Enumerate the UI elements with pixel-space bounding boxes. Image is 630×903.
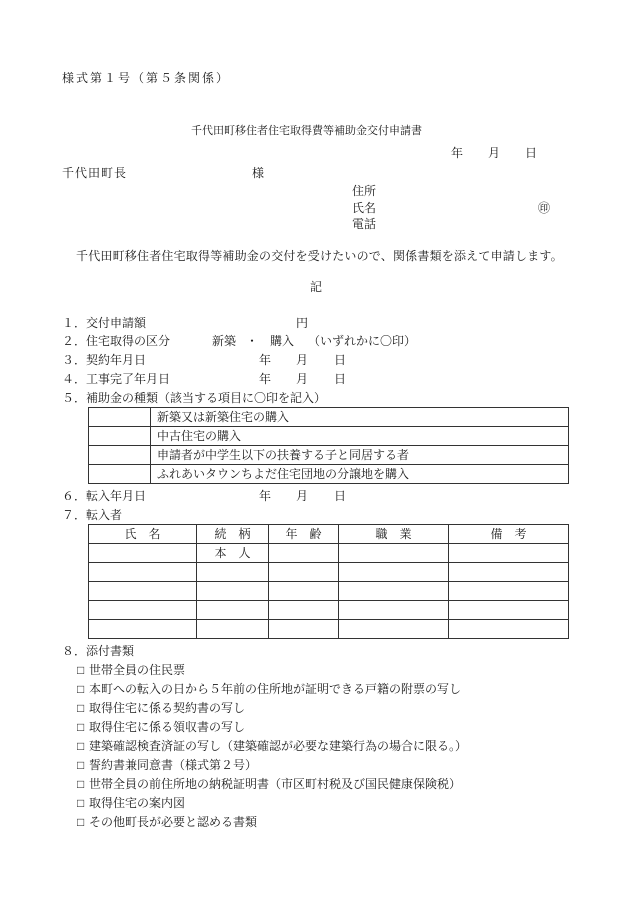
transferee-name-cell <box>89 563 197 582</box>
item-number: ７． <box>62 508 87 522</box>
checkbox-icon: □ <box>77 796 85 810</box>
subsidy-type-label: 新築又は新築住宅の購入 <box>151 408 569 427</box>
transferee-remarks-cell <box>449 601 569 620</box>
attachment-item <box>77 777 461 791</box>
attachment-item <box>77 682 461 696</box>
subsidy-mark-cell <box>89 408 151 427</box>
addressee-name: 千代田町長 <box>62 166 128 180</box>
move-in-year-label: 年 <box>259 489 272 503</box>
item-label: 補助金の種類（該当する項目に〇印を記入） <box>86 391 327 405</box>
checkbox-icon: □ <box>77 739 85 753</box>
attachment-item <box>77 701 245 715</box>
item-label: 工事完了年月日 <box>86 372 171 386</box>
item-number: １． <box>62 316 87 330</box>
transferee-row <box>89 563 569 582</box>
applicant-phone-label: 電話 <box>352 217 377 231</box>
contract-day-label: 日 <box>334 353 347 367</box>
item-label: 契約年月日 <box>86 353 147 367</box>
item-label: 転入年月日 <box>86 489 147 503</box>
transferee-name-cell <box>89 544 197 563</box>
transferee-occupation-cell <box>339 620 449 639</box>
checkbox-icon: □ <box>77 758 85 772</box>
attachment-label: 建築確認検査済証の写し（建築確認が必要な建築行為の場合に限る。） <box>89 739 468 753</box>
subsidy-type-label: ふれあいタウンちよだ住宅団地の分譲地を購入 <box>151 465 569 484</box>
subsidy-type-label: 申請者が中学生以下の扶養する子と同居する者 <box>151 446 569 465</box>
transferee-remarks-cell <box>449 582 569 601</box>
transferee-name-cell <box>89 601 197 620</box>
column-header-relationship: 続 柄 <box>197 525 269 544</box>
transferee-age-cell <box>269 582 339 601</box>
item-number: ３． <box>62 353 87 367</box>
form-title: 千代田町移住者住宅取得費等補助金交付申請書 <box>191 125 422 137</box>
transferee-relationship-cell <box>197 563 269 582</box>
option-separator: ・ <box>246 334 259 348</box>
checkbox-icon: □ <box>77 815 85 829</box>
column-header-occupation: 職 業 <box>339 525 449 544</box>
transferee-row <box>89 582 569 601</box>
transferee-row <box>89 620 569 639</box>
transferee-row <box>89 601 569 620</box>
subsidy-type-row <box>89 427 569 446</box>
transferee-relationship-cell: 本 人 <box>197 544 269 563</box>
subsidy-type-row <box>89 465 569 484</box>
subsidy-type-label: 中古住宅の購入 <box>151 427 569 446</box>
item-move-in-date <box>62 489 146 503</box>
item-number: ８． <box>62 644 87 658</box>
attachment-label: 本町への転入の日から５年前の住所地が証明できる戸籍の附票の写し <box>89 682 462 696</box>
application-statement: 千代田町移住者住宅取得等補助金の交付を受けたいので、関係書類を添えて申請します。 <box>76 249 563 263</box>
checkbox-icon: □ <box>77 682 85 696</box>
item-attachments <box>62 644 134 658</box>
option-note: （いずれかに〇印） <box>308 334 417 348</box>
attachment-label: 取得住宅に係る領収書の写し <box>89 720 246 734</box>
subsidy-mark-cell <box>89 427 151 446</box>
column-header-age: 年 齢 <box>269 525 339 544</box>
transferee-header-row <box>89 525 569 544</box>
attachment-label: 取得住宅の案内図 <box>89 796 186 810</box>
item-number: ６． <box>62 489 87 503</box>
item-number: ５． <box>62 391 87 405</box>
transferee-relationship-cell <box>197 582 269 601</box>
option-new-build: 新築 <box>212 334 237 348</box>
addressee-honorific: 様 <box>252 166 265 180</box>
form-number: 様式第１号（第５条関係） <box>62 71 231 85</box>
transferee-occupation-cell <box>339 601 449 620</box>
checkbox-icon: □ <box>77 777 85 791</box>
attachment-label: 誓約書兼同意書（様式第２号） <box>89 758 258 772</box>
transferee-age-cell <box>269 563 339 582</box>
item-number: ２． <box>62 334 87 348</box>
seal-icon: ㊞ <box>538 201 551 215</box>
subsidy-type-row <box>89 446 569 465</box>
column-header-remarks: 備 考 <box>449 525 569 544</box>
checkbox-icon: □ <box>77 663 85 677</box>
attachment-label: 世帯全員の住民票 <box>89 663 186 677</box>
item-label: 転入者 <box>86 508 123 522</box>
transferee-age-cell <box>269 620 339 639</box>
transferee-remarks-cell <box>449 563 569 582</box>
subsidy-type-row <box>89 408 569 427</box>
move-in-month-label: 月 <box>296 489 309 503</box>
option-purchase: 購入 <box>270 334 295 348</box>
transferee-occupation-cell <box>339 582 449 601</box>
completion-day-label: 日 <box>334 372 347 386</box>
attachment-item <box>77 796 185 810</box>
contract-year-label: 年 <box>259 353 272 367</box>
checkbox-icon: □ <box>77 720 85 734</box>
attachment-label: 取得住宅に係る契約書の写し <box>89 701 246 715</box>
move-in-day-label: 日 <box>334 489 347 503</box>
date-day-label: 日 <box>525 146 538 160</box>
attachment-item <box>77 720 245 734</box>
transferee-occupation-cell <box>339 544 449 563</box>
yen-unit-label: 円 <box>296 316 309 330</box>
date-year-label: 年 <box>451 146 464 160</box>
ki-heading: 記 <box>310 280 323 294</box>
applicant-address-label: 住所 <box>352 184 377 198</box>
subsidy-mark-cell <box>89 446 151 465</box>
transferee-remarks-cell <box>449 544 569 563</box>
transferee-age-cell <box>269 544 339 563</box>
item-label: 交付申請額 <box>86 316 147 330</box>
transferee-relationship-cell <box>197 601 269 620</box>
item-label: 添付書類 <box>86 644 135 658</box>
checkbox-icon: □ <box>77 701 85 715</box>
item-completion-date <box>62 372 170 386</box>
item-label: 住宅取得の区分 <box>86 334 171 348</box>
attachment-label: その他町長が必要と認める書類 <box>89 815 258 829</box>
applicant-name-label: 氏名 <box>352 201 377 215</box>
column-header-name: 氏 名 <box>89 525 197 544</box>
transferee-relationship-cell <box>197 620 269 639</box>
date-month-label: 月 <box>488 146 501 160</box>
transferee-row <box>89 544 569 563</box>
subsidy-mark-cell <box>89 465 151 484</box>
contract-month-label: 月 <box>296 353 309 367</box>
transferee-name-cell <box>89 620 197 639</box>
subsidy-type-table <box>88 407 569 484</box>
transferee-remarks-cell <box>449 620 569 639</box>
item-subsidy-type <box>62 391 326 405</box>
attachment-item <box>77 815 257 829</box>
transferee-occupation-cell <box>339 563 449 582</box>
completion-month-label: 月 <box>296 372 309 386</box>
attachment-item <box>77 758 257 772</box>
transferee-table <box>88 524 569 639</box>
item-number: ４． <box>62 372 87 386</box>
item-contract-date <box>62 353 146 367</box>
attachment-label: 世帯全員の前住所地の納税証明書（市区町村税及び国民健康保険税） <box>89 777 462 791</box>
completion-year-label: 年 <box>259 372 272 386</box>
item-requested-amount <box>62 316 146 330</box>
transferee-age-cell <box>269 601 339 620</box>
item-transferees <box>62 508 122 522</box>
item-acquisition-type <box>62 334 170 348</box>
attachment-item <box>77 739 467 753</box>
attachment-item <box>77 663 185 677</box>
transferee-name-cell <box>89 582 197 601</box>
